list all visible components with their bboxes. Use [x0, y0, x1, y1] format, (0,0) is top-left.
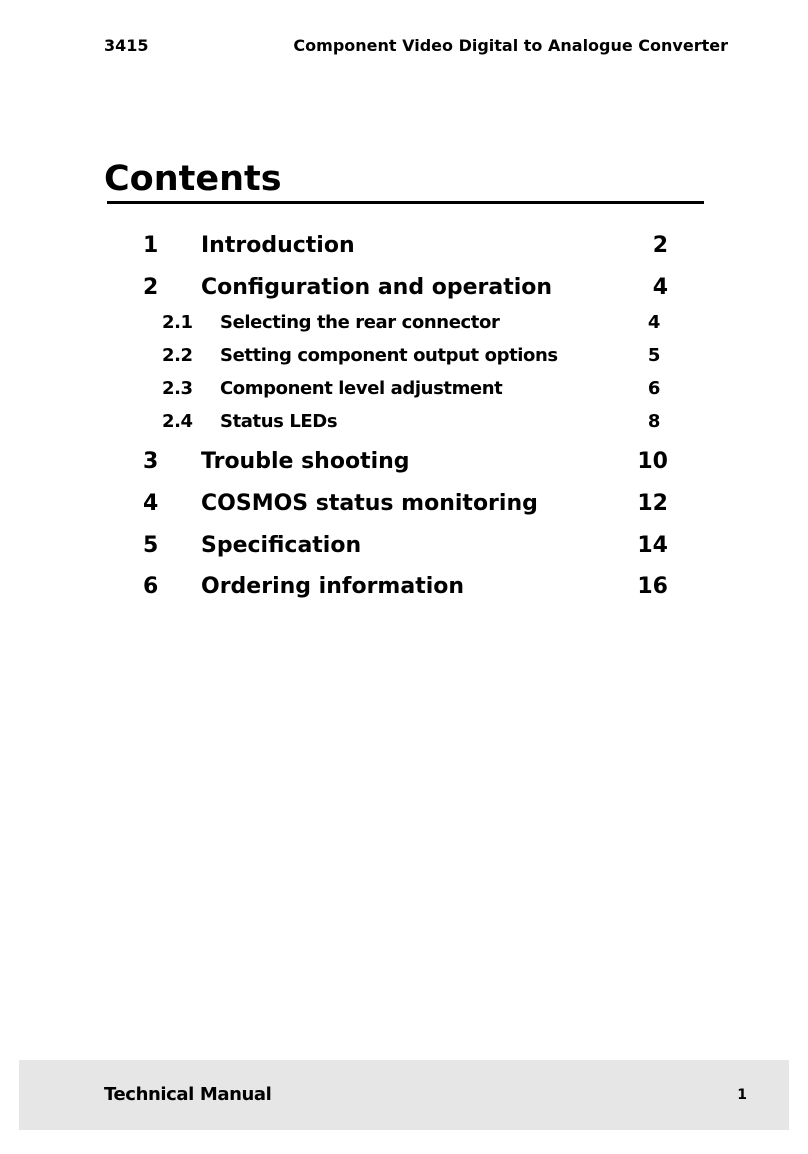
page-number: 1: [737, 1087, 747, 1103]
model-number: 3415: [104, 36, 149, 55]
toc-entry-label: Setting component output options: [220, 345, 558, 366]
document-title: Component Video Digital to Analogue Converter: [293, 36, 728, 55]
toc-entry-number: 2.3: [162, 378, 193, 399]
toc-entry-label: Introduction: [201, 233, 355, 258]
toc-subentry-rear-connector[interactable]: [0, 310, 808, 336]
heading-rule: [107, 201, 704, 204]
toc-entry-configuration[interactable]: [0, 273, 808, 303]
toc-entry-cosmos-monitoring[interactable]: [0, 489, 808, 519]
toc-entry-page: 6: [647, 378, 660, 399]
page-footer: [19, 1060, 789, 1130]
toc-subentry-level-adjustment[interactable]: [0, 376, 808, 402]
toc-entry-trouble-shooting[interactable]: [0, 447, 808, 477]
toc-entry-introduction[interactable]: [0, 231, 808, 261]
toc-entry-page: 2: [652, 233, 668, 258]
toc-entry-page: 10: [637, 449, 668, 474]
toc-entry-page: 16: [637, 574, 668, 599]
toc-entry-page: 8: [647, 411, 660, 432]
toc-entry-number: 6: [143, 574, 159, 599]
toc-entry-page: 4: [647, 312, 660, 333]
toc-entry-page: 4: [652, 275, 668, 300]
toc-entry-page: 14: [637, 533, 668, 558]
toc-entry-number: 1: [143, 233, 159, 258]
toc-entry-ordering-information[interactable]: [0, 572, 808, 602]
toc-subentry-output-options[interactable]: [0, 343, 808, 369]
toc-entry-number: 2.2: [162, 345, 193, 366]
toc-entry-number: 5: [143, 533, 159, 558]
toc-entry-page: 12: [637, 491, 668, 516]
toc-entry-number: 3: [143, 449, 159, 474]
toc-entry-label: Component level adjustment: [220, 378, 503, 399]
toc-entry-page: 5: [647, 345, 660, 366]
contents-heading: Contents: [104, 159, 282, 199]
toc-entry-label: Specification: [201, 533, 362, 558]
toc-entry-number: 4: [143, 491, 159, 516]
toc-entry-number: 2: [143, 275, 159, 300]
toc-entry-label: Configuration and operation: [201, 275, 553, 300]
manual-label: Technical Manual: [104, 1084, 272, 1105]
toc-subentry-status-leds[interactable]: [0, 409, 808, 435]
toc-entry-label: Selecting the rear connector: [220, 312, 500, 333]
toc-entry-label: COSMOS status monitoring: [201, 491, 538, 516]
toc-entry-number: 2.1: [162, 312, 193, 333]
toc-entry-label: Status LEDs: [220, 411, 338, 432]
toc-entry-specification[interactable]: [0, 531, 808, 561]
toc-entry-number: 2.4: [162, 411, 193, 432]
toc-entry-label: Ordering information: [201, 574, 465, 599]
toc-entry-label: Trouble shooting: [201, 449, 410, 474]
page-header: [104, 36, 728, 60]
